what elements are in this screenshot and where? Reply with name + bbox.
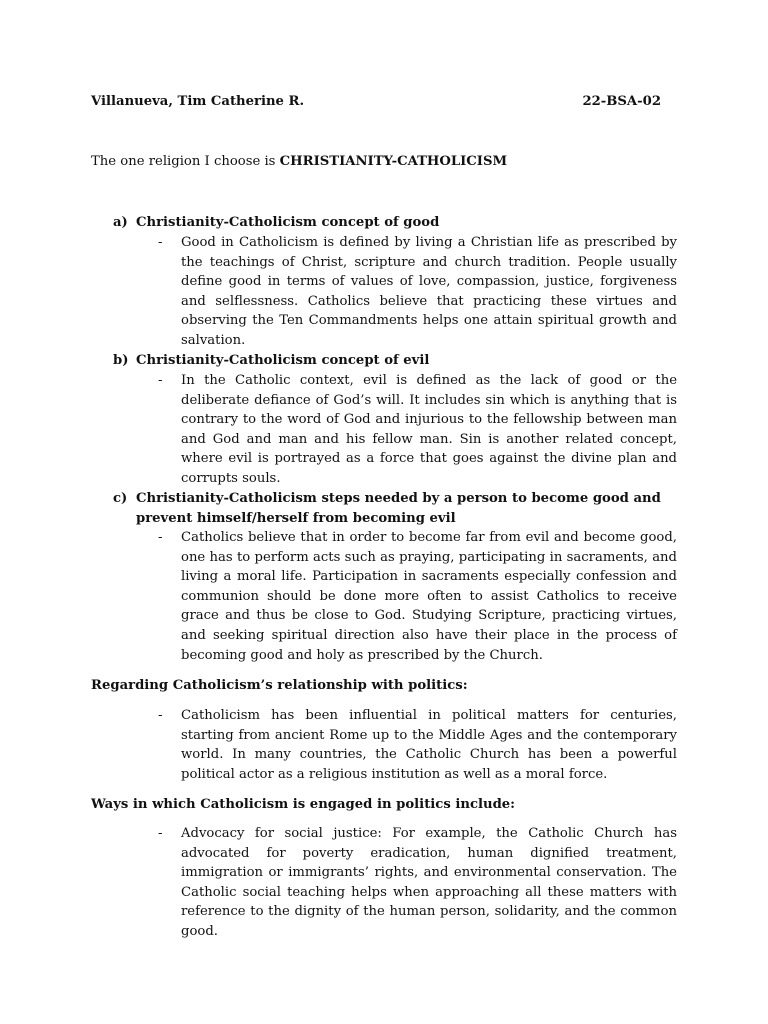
chosen-religion: CHRISTIANITY-CATHOLICISM <box>279 154 508 169</box>
section-a-title: Christianity-Catholicism concept of good <box>136 215 440 230</box>
section-b-heading <box>113 351 683 371</box>
bullet-dash: - <box>158 530 163 545</box>
section-code: 22-BSA-02 <box>582 94 661 109</box>
section-c-heading <box>113 489 683 528</box>
section-b-bullet <box>158 371 677 489</box>
document-header <box>91 92 661 114</box>
section-a-text: Good in Catholicism is defined by living a Christian life as prescribed by the teachings of Christ, scripture and church tradition. People usually define good in terms of values of love, compassion, justice, forgiveness and selflessness. Catholics believe that practicing these virtues and observing the Ten Commandments helps one attain spiritual growth and salvation. <box>181 235 677 348</box>
section-a-heading <box>113 213 683 233</box>
bullet-dash: - <box>158 235 163 250</box>
engagement-bullet <box>158 824 677 942</box>
section-a-bullet <box>158 233 677 351</box>
section-c-title: Christianity-Catholicism steps needed by a person to become good and prevent himself/herself from becoming evil <box>136 491 661 526</box>
section-a-letter: a) <box>113 215 128 230</box>
bullet-dash: - <box>158 373 163 388</box>
intro-sentence <box>91 152 681 172</box>
intro-prefix: The one religion I choose is <box>91 154 280 169</box>
politics-bullet <box>158 706 677 784</box>
politics-text: Catholicism has been influential in political matters for centuries, starting from ancient Rome up to the Middle Ages and the contemporary world. In many countries, the Catholic Church has been a powerful political actor as a religious institution as well as a moral force. <box>181 708 677 782</box>
bullet-dash: - <box>158 708 163 723</box>
section-c-bullet <box>158 528 677 665</box>
engagement-heading: Ways in which Catholicism is engaged in politics include: <box>91 797 516 812</box>
section-b-title: Christianity-Catholicism concept of evil <box>136 353 430 368</box>
section-b-letter: b) <box>113 353 129 368</box>
section-c-text: Catholics believe that in order to become far from evil and become good, one has to perform acts such as praying, participating in sacraments, and living a moral life. Participation in sacraments especially confession and communion should be done more often to assist Catholics to receive grace and thus be close to God. Studying Scripture, practicing virtues, and seeking spiritual direction also have their place in the process of becoming good and holy as prescribed by the Church. <box>181 530 677 663</box>
author-name: Villanueva, Tim Catherine R. <box>91 94 305 109</box>
section-b-text: In the Catholic context, evil is defined as the lack of good or the deliberate defiance of God’s will. It includes sin which is anything that is contrary to the word of God and injurious to the fellowship between man and God and man and his fellow man. Sin is another related concept, where evil is portrayed as a force that goes against the divine plan and corrupts souls. <box>181 373 677 486</box>
bullet-dash: - <box>158 826 163 841</box>
engagement-text: Advocacy for social justice: For example, the Catholic Church has advocated for poverty eradication, human dignified treatment, immigration or immigrants’ rights, and environmental conservation. The Catholic social teaching helps when approaching all these matters with reference to the dignity of the human person, solidarity, and the common good. <box>181 826 677 939</box>
politics-heading: Regarding Catholicism’s relationship with politics: <box>91 678 468 693</box>
section-c-letter: c) <box>113 491 128 506</box>
